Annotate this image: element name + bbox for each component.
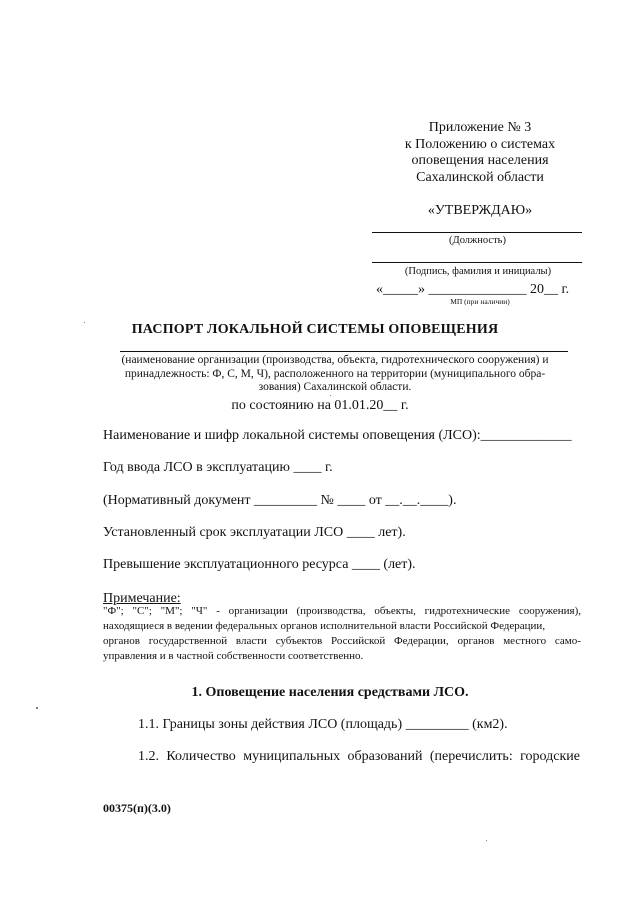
appendix-line-4: Сахалинской области — [416, 169, 544, 185]
scan-speck — [330, 395, 331, 396]
appendix-line-3: оповещения населения — [411, 153, 549, 168]
note-word: "М"; — [160, 605, 183, 617]
note-word: органов — [457, 635, 495, 647]
appendix-line-2: к Положению о системах — [404, 136, 556, 152]
note-word: - — [216, 605, 220, 617]
appendix-number: Приложение № 3 — [428, 120, 532, 135]
item-1-2-word: муниципальных — [243, 749, 341, 764]
organization-caption-line-3: зования) Сахалинской области. — [258, 381, 412, 393]
field-service-life: Установленный срок эксплуатации ЛСО ____ лет). — [103, 525, 406, 540]
item-1-2-word: образований — [347, 749, 423, 764]
field-year-commissioned: Год ввода ЛСО в эксплуатацию ____ г. — [103, 460, 333, 475]
field-resource-excess: Превышение эксплуатационного ресурса ____ (лет). — [103, 557, 416, 572]
item-1-2-word: городские — [520, 749, 580, 764]
signature-line — [372, 262, 582, 263]
item-1-2-word: (перечислить: — [429, 749, 513, 764]
note-word: (производства, — [296, 605, 366, 617]
organization-caption-line-1: (наименование организации (производства, объекта, гидротехнического сооружения) и — [121, 354, 549, 366]
approval-heading: «УТВЕРЖДАЮ» — [427, 203, 533, 218]
stamp-caption: МП (при наличии) — [450, 297, 510, 306]
scan-speck — [36, 707, 38, 709]
note-word: субъектов — [275, 635, 323, 647]
note-word: Федерации, — [393, 635, 449, 647]
scan-speck — [486, 840, 487, 841]
field-name-code: Наименование и шифр локальной системы оповещения (ЛСО):_____________ — [103, 428, 572, 443]
note-word: власти — [235, 635, 267, 647]
state-as-of: по состоянию на 01.01.20__ г. — [231, 398, 409, 413]
note-word: сооружения), — [518, 605, 581, 617]
passport-title: ПАСПОРТ ЛОКАЛЬНОЙ СИСТЕМЫ ОПОВЕЩЕНИЯ — [131, 322, 499, 337]
item-1-2-word: Количество — [166, 749, 236, 764]
note-word: объекты, — [374, 605, 416, 617]
note-word: органов — [103, 635, 140, 647]
note-word: гидротехнические — [424, 605, 511, 617]
scan-speck — [84, 322, 85, 323]
note-body — [103, 604, 581, 664]
note-line-1 — [103, 604, 581, 619]
note-line-4: управления и в частной собственности соответственно. — [103, 650, 364, 662]
note-line-3 — [103, 634, 581, 649]
note-word: "Ч" — [191, 605, 208, 617]
item-1-2-word: 1.2. — [138, 749, 159, 764]
item-1-1: 1.1. Границы зоны действия ЛСО (площадь) _________ (км2). — [138, 717, 508, 732]
document-code: 00375(п)(3.0) — [103, 801, 171, 815]
note-word: организации — [228, 605, 288, 617]
note-word: "С"; — [132, 605, 152, 617]
note-word: местного — [503, 635, 547, 647]
note-word: государственной — [148, 635, 228, 647]
position-line — [372, 232, 582, 233]
note-word: Российской — [331, 635, 386, 647]
organization-caption — [95, 354, 575, 395]
appendix-block — [390, 120, 570, 186]
field-normative-doc: (Нормативный документ _________ № ____ от __.__.____). — [103, 493, 457, 508]
note-line-2: находящиеся в ведении федеральных органов исполнительной власти Российской Федерации, — [103, 620, 546, 632]
approval-date: «_____» ______________ 20__ г. — [376, 282, 570, 297]
note-label: Примечание: — [103, 591, 181, 606]
note-word: само- — [554, 635, 581, 647]
item-1-2 — [138, 749, 580, 765]
section-1-heading: 1. Оповещение населения средствами ЛСО. — [191, 685, 469, 700]
signature-caption: (Подпись, фамилия и инициалы) — [404, 266, 552, 277]
organization-caption-line-2: принадлежность: Ф, С, М, Ч), расположенного на территории (муниципального обра- — [124, 367, 546, 380]
note-word: "Ф"; — [103, 605, 124, 617]
position-caption: (Должность) — [449, 235, 506, 246]
organization-line — [120, 351, 568, 352]
